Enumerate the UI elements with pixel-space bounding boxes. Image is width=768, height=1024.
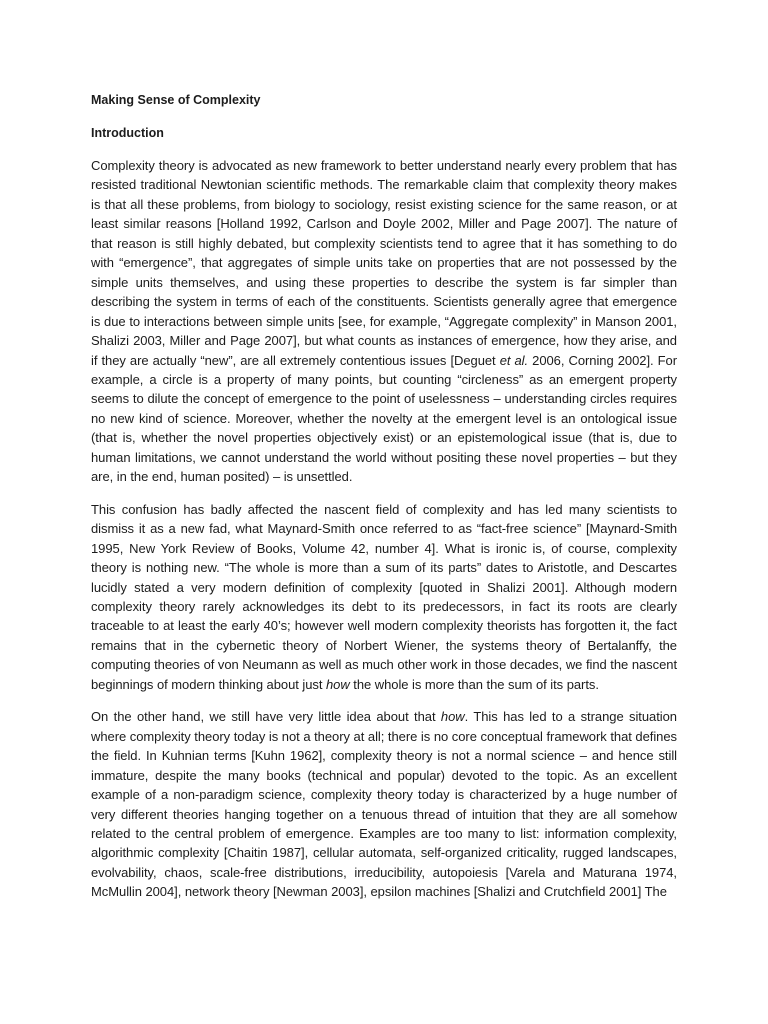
paragraph	[91, 707, 677, 902]
paragraph-text: Complexity theory is advocated as new framework to better understand nearly every problem that has resisted traditional Newtonian scientific methods. The remarkable claim that complexity theory makes is that all these problems, from biology to sociology, resist existing science for the same reason, or at least similar reasons [Holland 1992, Carlson and Doyle 2002, Miller and Page 2007]. The nature of that reason is still highly debated, but complexity scientists tend to agree that it has something to do with “emergence”, that aggregates of simple units take on properties that are not possessed by the simple units themselves, and using these properties to describe the system is far simpler than describing the system in terms of each of the constituents. Scientists generally agree that emergence is due to interactions between simple units [see, for example, “Aggregate complexity” in Manson 2001, Shalizi 2003, Miller and Page 2007], but what counts as instances of emergence, how they arise, and if they are actually “new”, are all extremely contentious issues [Deguet	[91, 158, 677, 368]
paragraph-text: This confusion has badly affected the nascent field of complexity and has led many scientists to dismiss it as a new fad, what Maynard-Smith once referred to as “fact-free science” [Maynard-Smith 1995, New York Review of Books, Volume 42, number 4]. What is ironic is, of course, complexity theory is nothing new. “The whole is more than a sum of its parts” dates to Aristotle, and Descartes lucidly stated a very modern definition of complexity [quoted in Shalizi 2001]. Although modern complexity theory rarely acknowledges its debt to its predecessors, in fact its roots are clearly traceable to at least the early 40’s; however well modern complexity theorists has forgotten it, the fact remains that in the cybernetic theory of Norbert Wiener, the systems theory of Bertalanffy, the computing theories of von Neumann as well as much other work in those decades, we find the nascent beginnings of modern thinking about just	[91, 501, 677, 692]
paragraph-text: On the other hand, we still have very little idea about that	[91, 709, 441, 725]
italic-text: et al.	[499, 352, 529, 368]
italic-text: how	[326, 676, 350, 692]
italic-text: how	[440, 709, 465, 725]
section-heading: Introduction	[91, 126, 164, 140]
paragraph	[91, 156, 677, 487]
paragraph	[91, 500, 677, 695]
paragraph-text: 2006, Corning 2002]. For example, a circle is a property of many points, but counting “circleness” as an emergent property seems to dilute the concept of emergence to the point of uselessness – understanding circles requires no new kind of science. Moreover, whether the novelty at the emergent level is an ontological issue (that is, whether the novel properties objectively exist) or an epistemological issue (that is, due to human limitations, we cannot understand the world without positing these novel properties – but they are, in the end, human posited) – is unsettled.	[91, 352, 677, 485]
paragraph-text: the whole is more than the sum of its parts.	[349, 676, 599, 692]
paragraph-text: . This has led to a strange situation where complexity theory today is not a theory at all; there is no core conceptual framework that defines the field. In Kuhnian terms [Kuhn 1962], complexity theory is not a normal science – and hence still immature, despite the many books (technical and popular) devoted to the topic. As an excellent example of a non-paradigm science, complexity theory today is characterized by a huge number of very different theories hanging together on a tenuous thread of intuition that they are all somehow related to the central problem of emergence. Examples are too many to list: information complexity, algorithmic complexity [Chaitin 1987], cellular automata, self-organized criticality, rugged landscapes, evolvability, chaos, scale-free distributions, irreducibility, autopoiesis [Varela and Maturana 1974, McMullin 2004], network theory [Newman 2003], epsilon machines [Shalizi and Crutchfield 2001] The	[91, 709, 677, 900]
document-title: Making Sense of Complexity	[91, 93, 261, 107]
